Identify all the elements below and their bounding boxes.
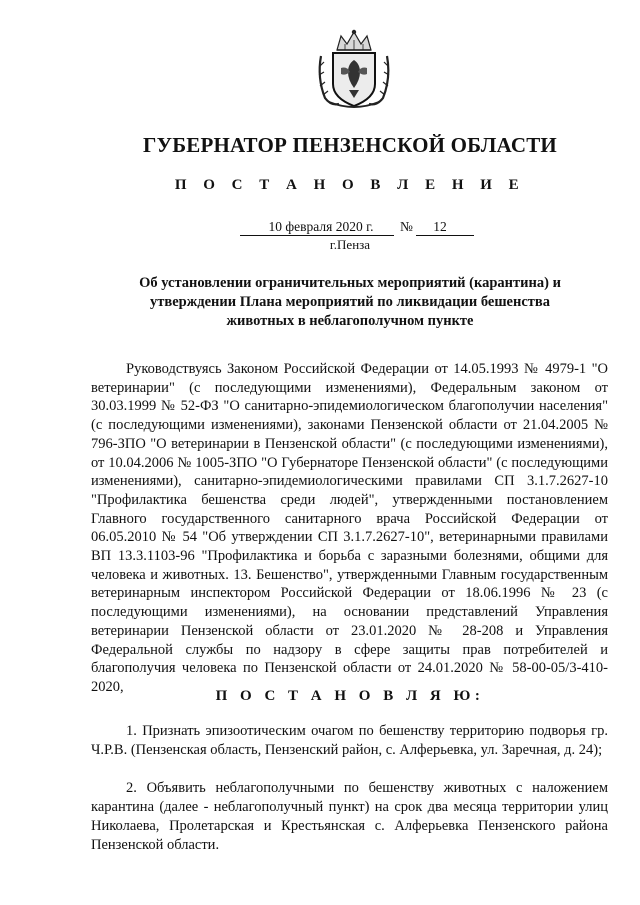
issuer-heading: ГУБЕРНАТОР ПЕНЗЕНСКОЙ ОБЛАСТИ	[143, 133, 557, 157]
preamble-paragraph: Руководствуясь Законом Российской Федерации от 14.05.1993 № 4979-1 "О ветеринарии" (с последующими изменениями), Федеральным законом от 30.03.1999 № 52-ФЗ "О санитарно-эпидемиологическом благополучии населения" (с последующими изменениями), законами Пензенской области от 21.04.2005 № 796-ЗПО "О ветеринарии в Пензенской области" (с последующими изменениями), от 10.04.2006 № 1005-ЗПО "О Губернаторе Пензенской области" (с последующими изменениями), санитарно-эпидемиологическими правилами СП 3.1.7.2627-10 "Профилактика бешенства среди людей", утвержденными постановлением Главного государственного санитарного врача Российской Федерации от 06.05.2010 № 54 "Об утверждении СП 3.1.7.2627-10", ветеринарными правилами ВП 13.3.1103-96 "Профилактика и борьба с заразными болезнями, общими для человека и животных. 13. Бешенство", утвержденными Главным государственным ветеринарным инспектором Российской Федерации от 18.06.1996 № 23 (с последующими изменениями), на основании представлений Управления ветеринарии Пензенской области от 23.01.2020 № 28-208 и Управления Федеральной службы по надзору в сфере защиты прав потребителей и благополучия человека по Пензенской области от 24.01.2020 № 58-00-05/3-410-2020,	[91, 361, 608, 695]
decree-item-1: 1. Признать эпизоотическим очагом по бешенству территорию подворья гр. Ч.Р.В. (Пензенская область, Пензенский район, с. Алферьевка, ул. Заречная, д. 24);	[91, 723, 608, 758]
city-label: г.Пенза	[329, 237, 371, 252]
number-sign: №	[400, 219, 413, 234]
penza-region-coat-of-arms-icon	[315, 28, 393, 110]
document-title: Об установлении ограничительных мероприятий (карантина) и утверждении Плана мероприятий по ликвидации бешенства животных в неблагополучном пункте	[139, 275, 561, 329]
decree-item-2: 2. Объявить неблагополучными по бешенству животных с наложением карантина (далее - неблагополучный пункт) на срок два месяца территории улиц Николаева, Пролетарская и Крестьянская с. Алферьевка Пензенского района Пензенской области.	[91, 780, 608, 853]
document-number: 12	[416, 219, 474, 236]
date-number-line	[240, 219, 480, 239]
document-type-heading: П О С Т А Н О В Л Е Н И Е	[174, 177, 526, 193]
decree-heading: П О С Т А Н О В Л Я Ю:	[215, 688, 485, 704]
document-date: 10 февраля 2020 г.	[240, 219, 394, 236]
